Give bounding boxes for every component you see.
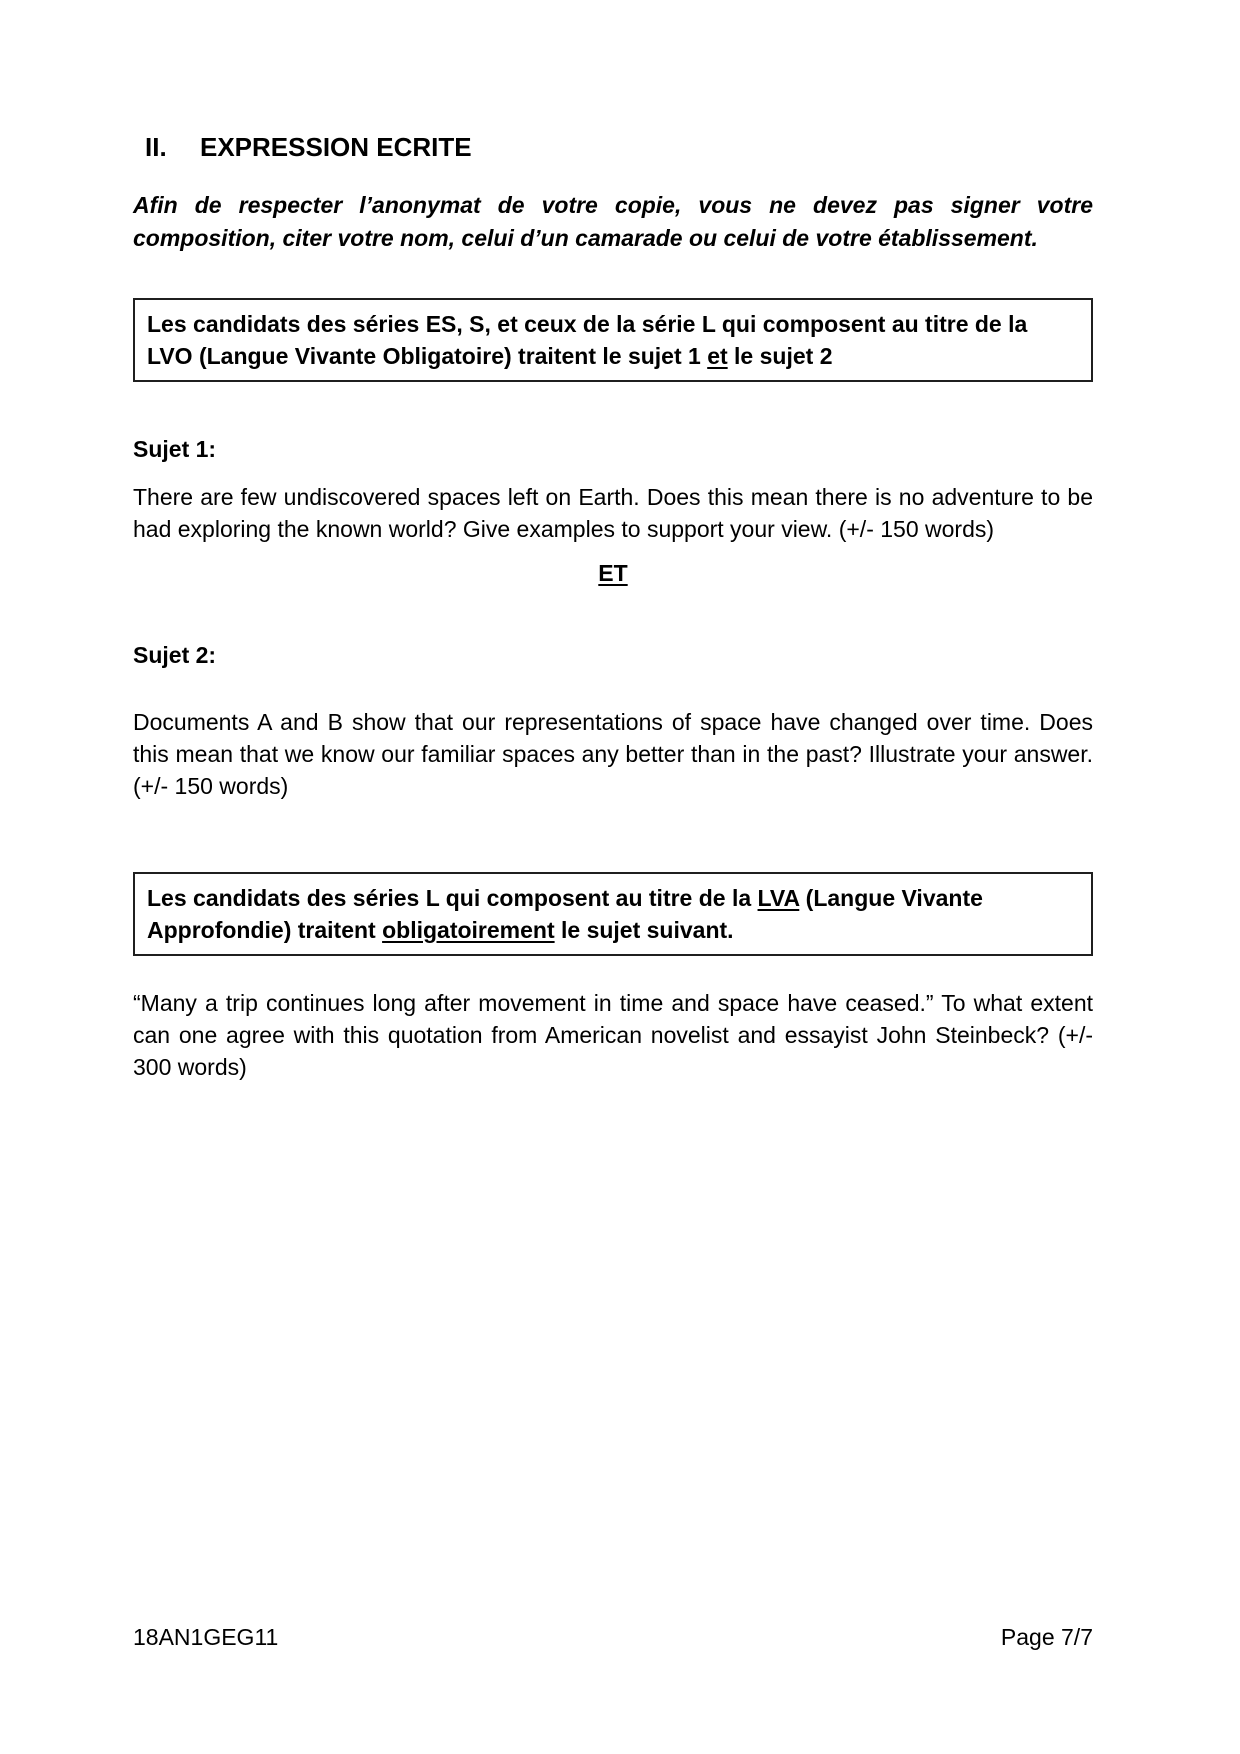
sujet1-text: There are few undiscovered spaces left on Earth. Does this mean there is no adventure to be had exploring the known world? Give examples to support your view. (+/- 150 words) (133, 484, 1093, 542)
footer-page-number: Page 7/7 (1000, 1624, 1093, 1650)
sujet2-text: Documents A and B show that our representations of space have changed over time. Does this mean that we know our familiar spaces any better than in the past? Illustrate your answer. (+/- 150 words) (133, 709, 1093, 799)
page-footer (133, 1622, 1093, 1652)
sujet1-label: Sujet 1: (133, 436, 217, 462)
footer-doc-ref: 18AN1GEG11 (133, 1624, 279, 1650)
et-separator (133, 557, 1093, 589)
notice-box-lvo: Les candidats des séries ES, S, et ceux de la série L qui composent au titre de la LVO (Langue Vivante Obligatoire) traitent le sujet 1 et le sujet 2 (133, 298, 1093, 382)
sujet2-label: Sujet 2: (133, 642, 217, 668)
section-heading (133, 131, 1093, 163)
et-separator-text: ET (598, 560, 628, 586)
section-number: II. (145, 132, 167, 162)
anonymity-notice: Afin de respecter l’anonymat de votre copie, vous ne devez pas signer votre composition, citer votre nom, celui d’un camarade ou celui de votre établissement. (133, 192, 1093, 251)
sujet3-text: “Many a trip continues long after movement in time and space have ceased.” To what extent can one agree with this quotation from American novelist and essayist John Steinbeck? (+/- 300 words) (133, 990, 1093, 1080)
section-title: EXPRESSION ECRITE (200, 132, 472, 162)
notice-box-lva: Les candidats des séries L qui composent au titre de la LVA (Langue Vivante Approfondie) traitent obligatoirement le sujet suivant. (133, 872, 1093, 956)
